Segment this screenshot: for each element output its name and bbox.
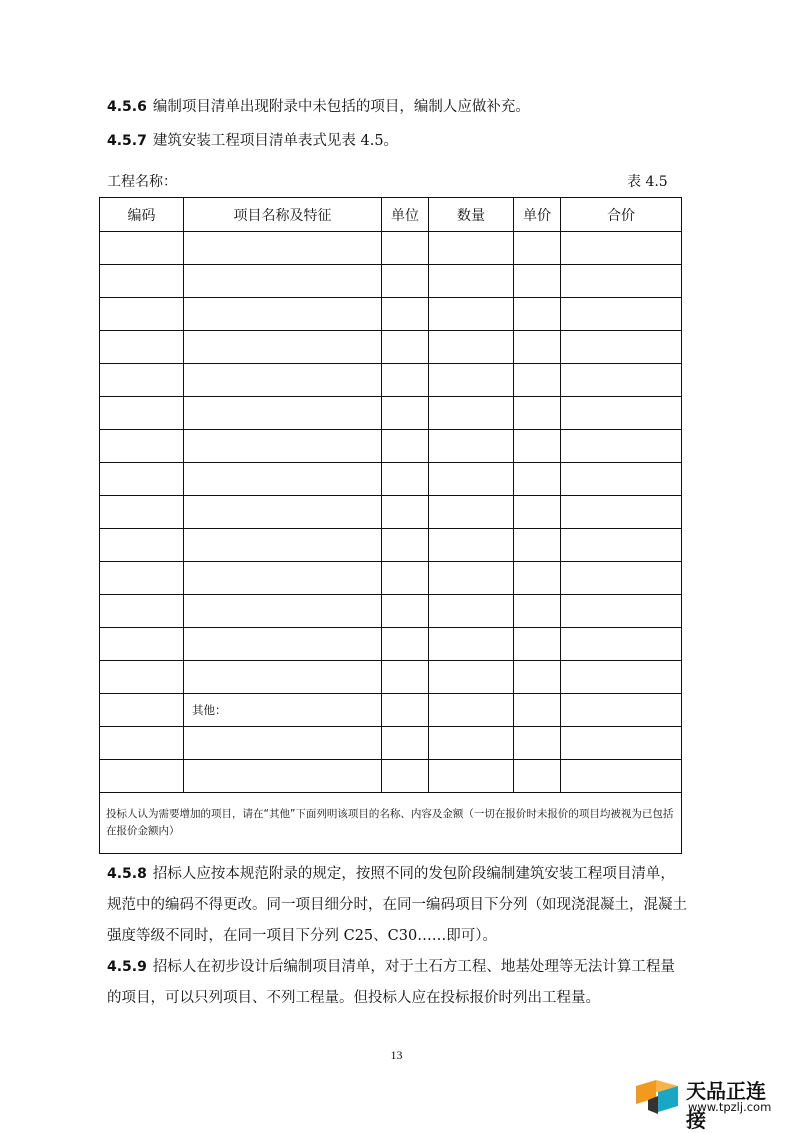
header-item-name: 项目名称及特征: [184, 198, 382, 232]
table-row: [100, 562, 682, 595]
clause-4-5-7: [107, 131, 398, 151]
clause-text: 建筑安装工程项目清单表式见表 4.5。: [152, 133, 399, 149]
table-row-others: [100, 694, 682, 727]
clause-number: 4.5.9: [107, 959, 147, 975]
header-quantity: 数量: [429, 198, 514, 232]
table-row: [100, 496, 682, 529]
others-label: 其他：: [184, 694, 382, 727]
clause-text: 招标人在初步设计后编制项目清单，对于土石方工程、地基处理等无法计算工程量的项目，可以只列项目、不列工程量。但投标人应在投标报价时列出工程量。: [107, 959, 675, 1006]
clause-4-5-8: [107, 859, 687, 952]
table-number: 表 4.5: [627, 174, 668, 190]
header-unit: 单位: [382, 198, 429, 232]
table-row: [100, 529, 682, 562]
page-number: 13: [390, 1048, 403, 1062]
clause-number: 4.5.6: [107, 99, 147, 115]
clause-4-5-6: [107, 97, 530, 117]
clause-number: 4.5.8: [107, 866, 147, 882]
header-total-price: 合价: [561, 198, 682, 232]
table-note-row: [100, 793, 682, 854]
table-row: [100, 661, 682, 694]
header-code: 编码: [100, 198, 184, 232]
clause-text: 编制项目清单出现附录中未包括的项目，编制人应做补充。: [152, 99, 530, 115]
table-row: [100, 397, 682, 430]
header-unit-price: 单价: [514, 198, 561, 232]
table-row: [100, 727, 682, 760]
table-row: [100, 760, 682, 793]
clause-number: 4.5.7: [107, 133, 147, 149]
table-row: [100, 331, 682, 364]
watermark-brand: 天品正连接: [686, 1079, 766, 1132]
clause-text: 招标人应按本规范附录的规定，按照不同的发包阶段编制建筑安装工程项目清单，规范中的编码不得更改。同一项目细分时，在同一编码项目下分列（如现浇混凝土，混凝土强度等级不同时，在同一项目下分列 C25、C30……即可）。: [107, 866, 687, 944]
watermark-url: www.tpzlj.com: [688, 1100, 772, 1114]
watermark-logo: [634, 1075, 784, 1132]
table-row: [100, 463, 682, 496]
table-row: [100, 298, 682, 331]
table-row: [100, 430, 682, 463]
table-row: [100, 265, 682, 298]
table-row: [100, 232, 682, 265]
table-note: 投标人认为需要增加的项目，请在“其他”下面列明该项目的名称、内容及金额（一切在报价时未报价的项目均被视为已包括在报价金额内）: [100, 793, 682, 854]
table-row: [100, 364, 682, 397]
cube-logo-icon: [634, 1076, 682, 1116]
table-row: [100, 628, 682, 661]
table-header-row: [100, 198, 682, 232]
table-body: [100, 232, 682, 854]
table-row: [100, 595, 682, 628]
bill-of-quantities-table: [99, 197, 682, 854]
project-name-label: 工程名称：: [107, 174, 177, 190]
clause-4-5-9: [107, 952, 687, 1014]
